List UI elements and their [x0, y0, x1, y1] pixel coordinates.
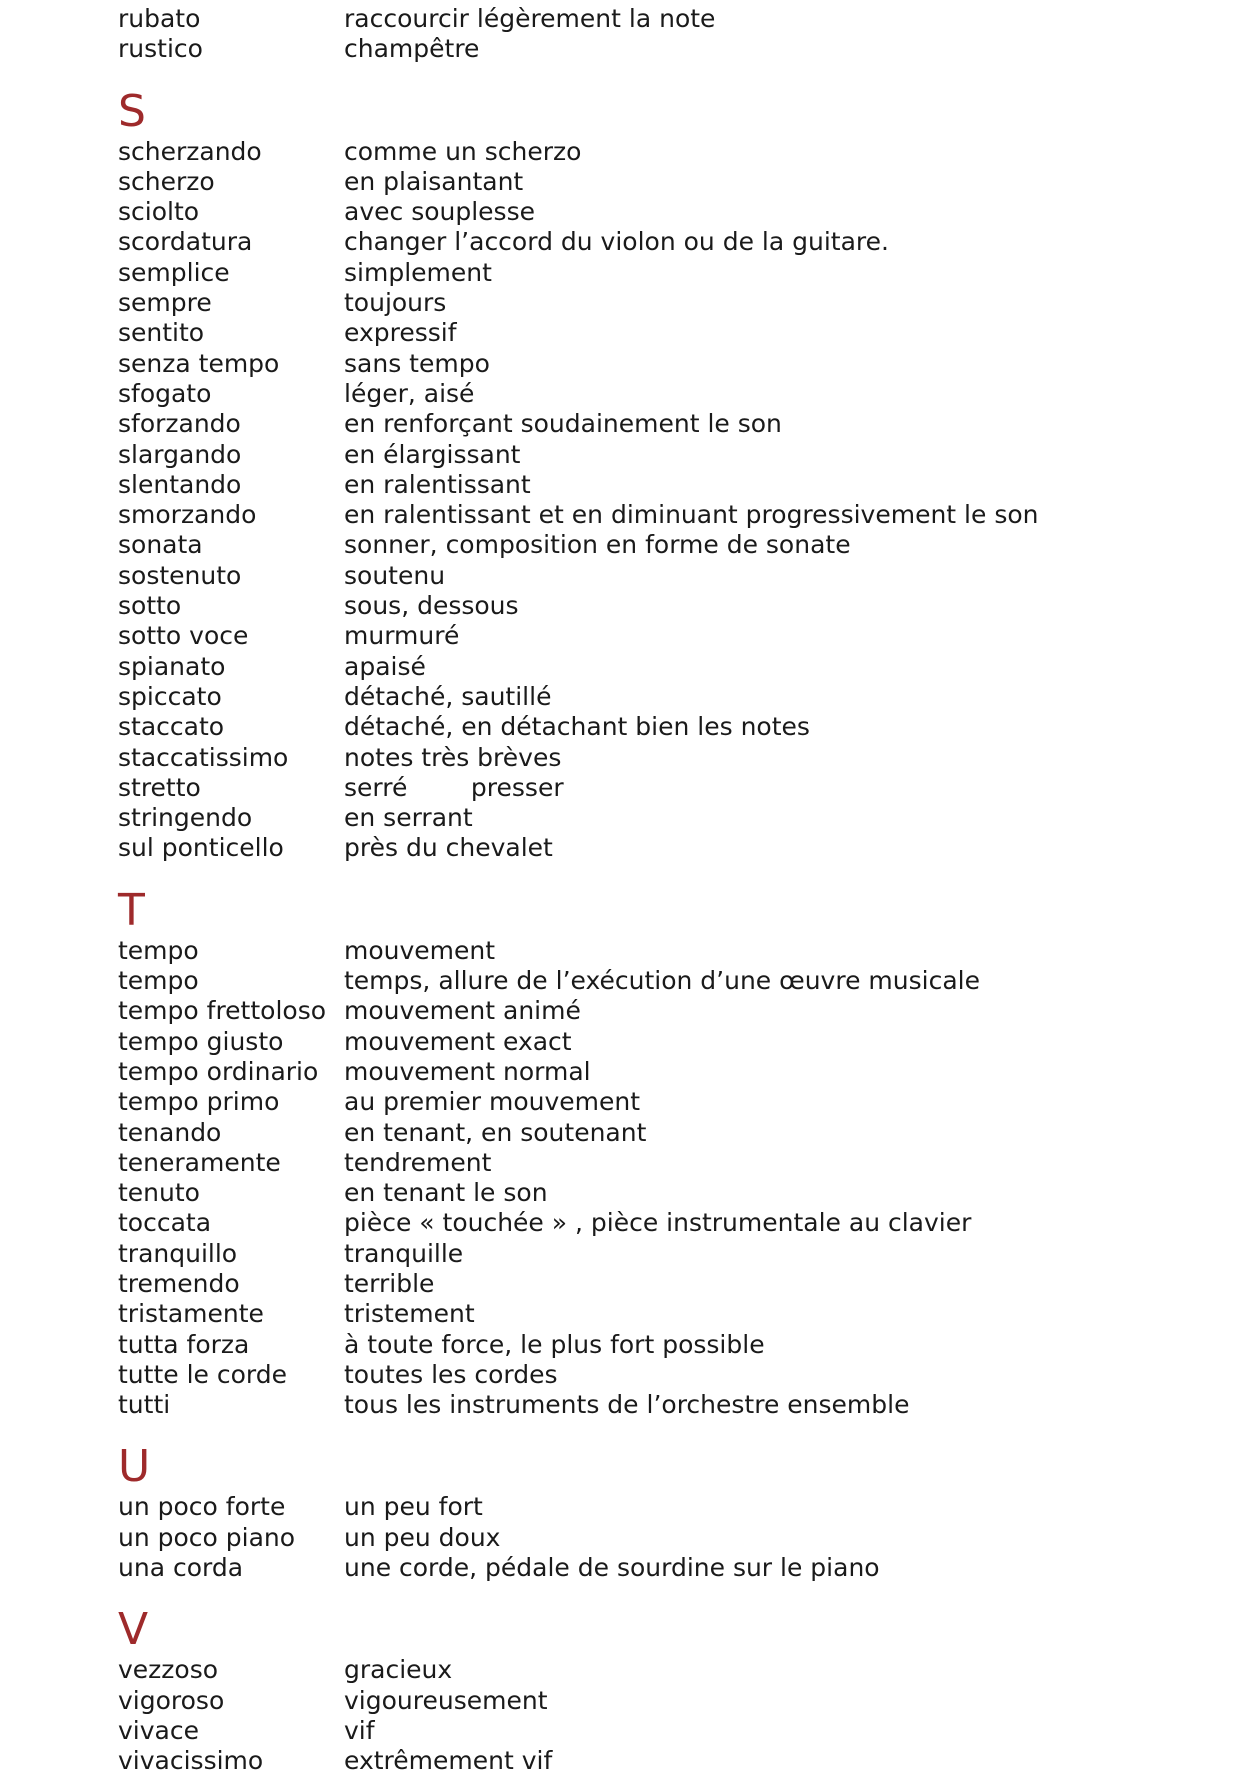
entry-term: vezzoso [118, 1655, 219, 1685]
entry-term: rubato [118, 4, 201, 33]
glossary-entry [118, 500, 1198, 530]
entry-definition: tendrement [344, 1147, 492, 1177]
glossary-entry [118, 712, 1198, 742]
entry-definition: changer l’accord du violon ou de la guitare. [344, 227, 889, 257]
entry-term: slargando [118, 439, 242, 469]
entry-definition: vif [344, 1715, 375, 1745]
entry-list [118, 4, 1198, 65]
entry-term: sciolto [118, 197, 200, 227]
entry-definition: tous les instruments de l’orchestre ensemble [344, 1390, 910, 1420]
entry-term: un poco piano [118, 1522, 296, 1552]
entry-term: stretto [118, 772, 201, 802]
entry-definition: terrible [344, 1268, 435, 1298]
glossary-entry [118, 591, 1198, 621]
entry-definition: un peu fort [344, 1492, 483, 1522]
entry-term: scherzando [118, 136, 262, 166]
entry-term: tempo ordinario [118, 1056, 319, 1086]
glossary-entry [118, 1269, 1198, 1299]
entry-term: toccata [118, 1208, 212, 1238]
entry-term: sentito [118, 318, 205, 348]
section-letter-heading: S [118, 85, 146, 137]
entry-definition: en tenant le son [344, 1178, 548, 1208]
entry-term: tutta forza [118, 1329, 250, 1359]
entry-term: teneramente [118, 1147, 281, 1177]
entry-term: tutti [118, 1390, 171, 1420]
entry-definition: apaisé [344, 651, 426, 681]
glossary-entry [118, 409, 1198, 439]
entry-definition: expressif [344, 318, 457, 348]
glossary-entry [118, 258, 1198, 288]
entry-definition: avec souplesse [344, 197, 535, 227]
entry-definition: toujours [344, 288, 447, 318]
entry-definition: en serrant [344, 803, 473, 833]
entry-term: sonata [118, 530, 203, 560]
glossary-entry [118, 1178, 1198, 1208]
entry-term: tempo primo [118, 1087, 280, 1117]
entry-definition: vigoureusement [344, 1685, 548, 1715]
glossary-entry [118, 1523, 1198, 1553]
glossary-entry [118, 470, 1198, 500]
glossary-entry [118, 167, 1198, 197]
entry-definition: murmuré [344, 621, 460, 651]
entry-definition: gracieux [344, 1655, 453, 1685]
glossary-section [118, 874, 1198, 1421]
section-letter-heading: V [118, 1604, 149, 1656]
entry-term: staccatissimo [118, 742, 289, 772]
glossary-entry [118, 621, 1198, 651]
entry-term: sotto voce [118, 621, 249, 651]
glossary-entry [118, 288, 1198, 318]
entry-term: tempo [118, 935, 199, 965]
entry-term: sostenuto [118, 560, 242, 590]
entry-definition: en ralentissant [344, 469, 531, 499]
glossary-entry [118, 349, 1198, 379]
entry-definition: léger, aisé [344, 378, 475, 408]
entry-definition: près du chevalet [344, 833, 553, 863]
glossary-section [118, 1430, 1198, 1583]
entry-definition: tranquille [344, 1238, 464, 1268]
entry-term: smorzando [118, 500, 257, 530]
entry-term: sul ponticello [118, 833, 284, 863]
glossary-entry [118, 4, 1198, 34]
entry-term: tutte le corde [118, 1359, 287, 1389]
entry-list [118, 1655, 1198, 1776]
glossary-entry [118, 1492, 1198, 1522]
glossary-entry [118, 34, 1198, 64]
entry-definition: une corde, pédale de sourdine sur le piano [344, 1553, 880, 1583]
entry-term: spianato [118, 651, 226, 681]
glossary-section [118, 1593, 1198, 1776]
glossary-entry [118, 773, 1198, 803]
entry-term: tenuto [118, 1178, 200, 1208]
entry-definition: serré presser [344, 772, 564, 802]
glossary-entry [118, 1716, 1198, 1746]
entry-term: scordatura [118, 227, 253, 257]
entry-definition: sans tempo [344, 348, 490, 378]
entry-term: sempre [118, 288, 212, 318]
entry-definition: toutes les cordes [344, 1359, 558, 1389]
glossary-entry [118, 440, 1198, 470]
glossary-entry [118, 1330, 1198, 1360]
glossary-entry [118, 1299, 1198, 1329]
entry-definition: soutenu [344, 560, 446, 590]
glossary-entry [118, 1118, 1198, 1148]
entry-definition: extrêmement vif [344, 1746, 553, 1776]
glossary-entry [118, 1208, 1198, 1238]
glossary-entry [118, 1553, 1198, 1583]
entry-list [118, 936, 1198, 1421]
entry-term: slentando [118, 469, 242, 499]
entry-definition: au premier mouvement [344, 1087, 641, 1117]
entry-term: tempo giusto [118, 1026, 284, 1056]
entry-definition: un peu doux [344, 1522, 501, 1552]
section-letter-heading: T [118, 884, 145, 936]
entry-definition: mouvement [344, 935, 496, 965]
glossary-entry [118, 137, 1198, 167]
glossary-entry [118, 561, 1198, 591]
entry-definition: temps, allure de l’exécution d’une œuvre musicale [344, 966, 980, 996]
glossary-entry [118, 1027, 1198, 1057]
glossary-entry [118, 1746, 1198, 1776]
glossary-entry [118, 530, 1198, 560]
glossary-entry [118, 227, 1198, 257]
entry-definition: simplement [344, 257, 492, 287]
entry-term: vigoroso [118, 1685, 225, 1715]
entry-term: vivacissimo [118, 1746, 264, 1776]
entry-term: tremendo [118, 1268, 240, 1298]
glossary-entry [118, 318, 1198, 348]
glossary-entry [118, 1390, 1198, 1420]
entry-term: sfogato [118, 378, 212, 408]
glossary-entry [118, 966, 1198, 996]
glossary-entry [118, 682, 1198, 712]
entry-definition: mouvement animé [344, 996, 581, 1026]
glossary-entry [118, 833, 1198, 863]
entry-term: semplice [118, 257, 230, 287]
glossary-entry [118, 379, 1198, 409]
entry-definition: en élargissant [344, 439, 521, 469]
glossary-section [118, 75, 1198, 864]
entry-term: tenando [118, 1117, 222, 1147]
entry-definition: raccourcir légèrement la note [344, 4, 716, 33]
entry-term: sotto [118, 591, 182, 621]
glossary-page [118, 0, 1198, 1777]
glossary-entry [118, 743, 1198, 773]
entry-definition: notes très brèves [344, 742, 562, 772]
entry-term: tempo frettoloso [118, 996, 327, 1026]
entry-term: tranquillo [118, 1238, 238, 1268]
glossary-entry [118, 1686, 1198, 1716]
glossary-entry [118, 1057, 1198, 1087]
glossary-entry [118, 197, 1198, 227]
entry-term: stringendo [118, 803, 253, 833]
section-letter-heading: U [118, 1441, 151, 1493]
entry-definition: en ralentissant et en diminuant progressivement le son [344, 500, 1039, 530]
glossary-entry [118, 1239, 1198, 1269]
entry-term: vivace [118, 1715, 199, 1745]
entry-definition: détaché, sautillé [344, 681, 552, 711]
entry-definition: en renforçant soudainement le son [344, 409, 782, 439]
entry-term: tristamente [118, 1299, 264, 1329]
entry-term: senza tempo [118, 348, 280, 378]
entry-term: staccato [118, 712, 225, 742]
entry-definition: mouvement exact [344, 1026, 572, 1056]
entry-definition: sous, dessous [344, 591, 519, 621]
entry-term: tempo [118, 966, 199, 996]
entry-term: una corda [118, 1553, 244, 1583]
entry-term: rustico [118, 34, 203, 64]
glossary-entry [118, 803, 1198, 833]
entry-definition: en plaisantant [344, 166, 524, 196]
entry-definition: en tenant, en soutenant [344, 1117, 647, 1147]
entry-definition: détaché, en détachant bien les notes [344, 712, 810, 742]
entry-term: spiccato [118, 681, 222, 711]
entry-term: sforzando [118, 409, 241, 439]
glossary-entry [118, 1087, 1198, 1117]
entry-term: scherzo [118, 166, 215, 196]
entry-definition: à toute force, le plus fort possible [344, 1329, 765, 1359]
entry-definition: tristement [344, 1299, 475, 1329]
glossary-entry [118, 1655, 1198, 1685]
entry-definition: comme un scherzo [344, 136, 582, 166]
glossary-entry [118, 1360, 1198, 1390]
glossary-entry [118, 996, 1198, 1026]
entry-definition: sonner, composition en forme de sonate [344, 530, 851, 560]
entry-definition: pièce « touchée » , pièce instrumentale au clavier [344, 1208, 972, 1238]
glossary-entry [118, 652, 1198, 682]
glossary-entry [118, 1148, 1198, 1178]
entry-list [118, 137, 1198, 864]
entry-definition: mouvement normal [344, 1056, 591, 1086]
entry-list [118, 1492, 1198, 1583]
glossary-section [118, 0, 1198, 65]
entry-definition: champêtre [344, 34, 480, 64]
glossary-entry [118, 936, 1198, 966]
entry-term: un poco forte [118, 1492, 286, 1522]
